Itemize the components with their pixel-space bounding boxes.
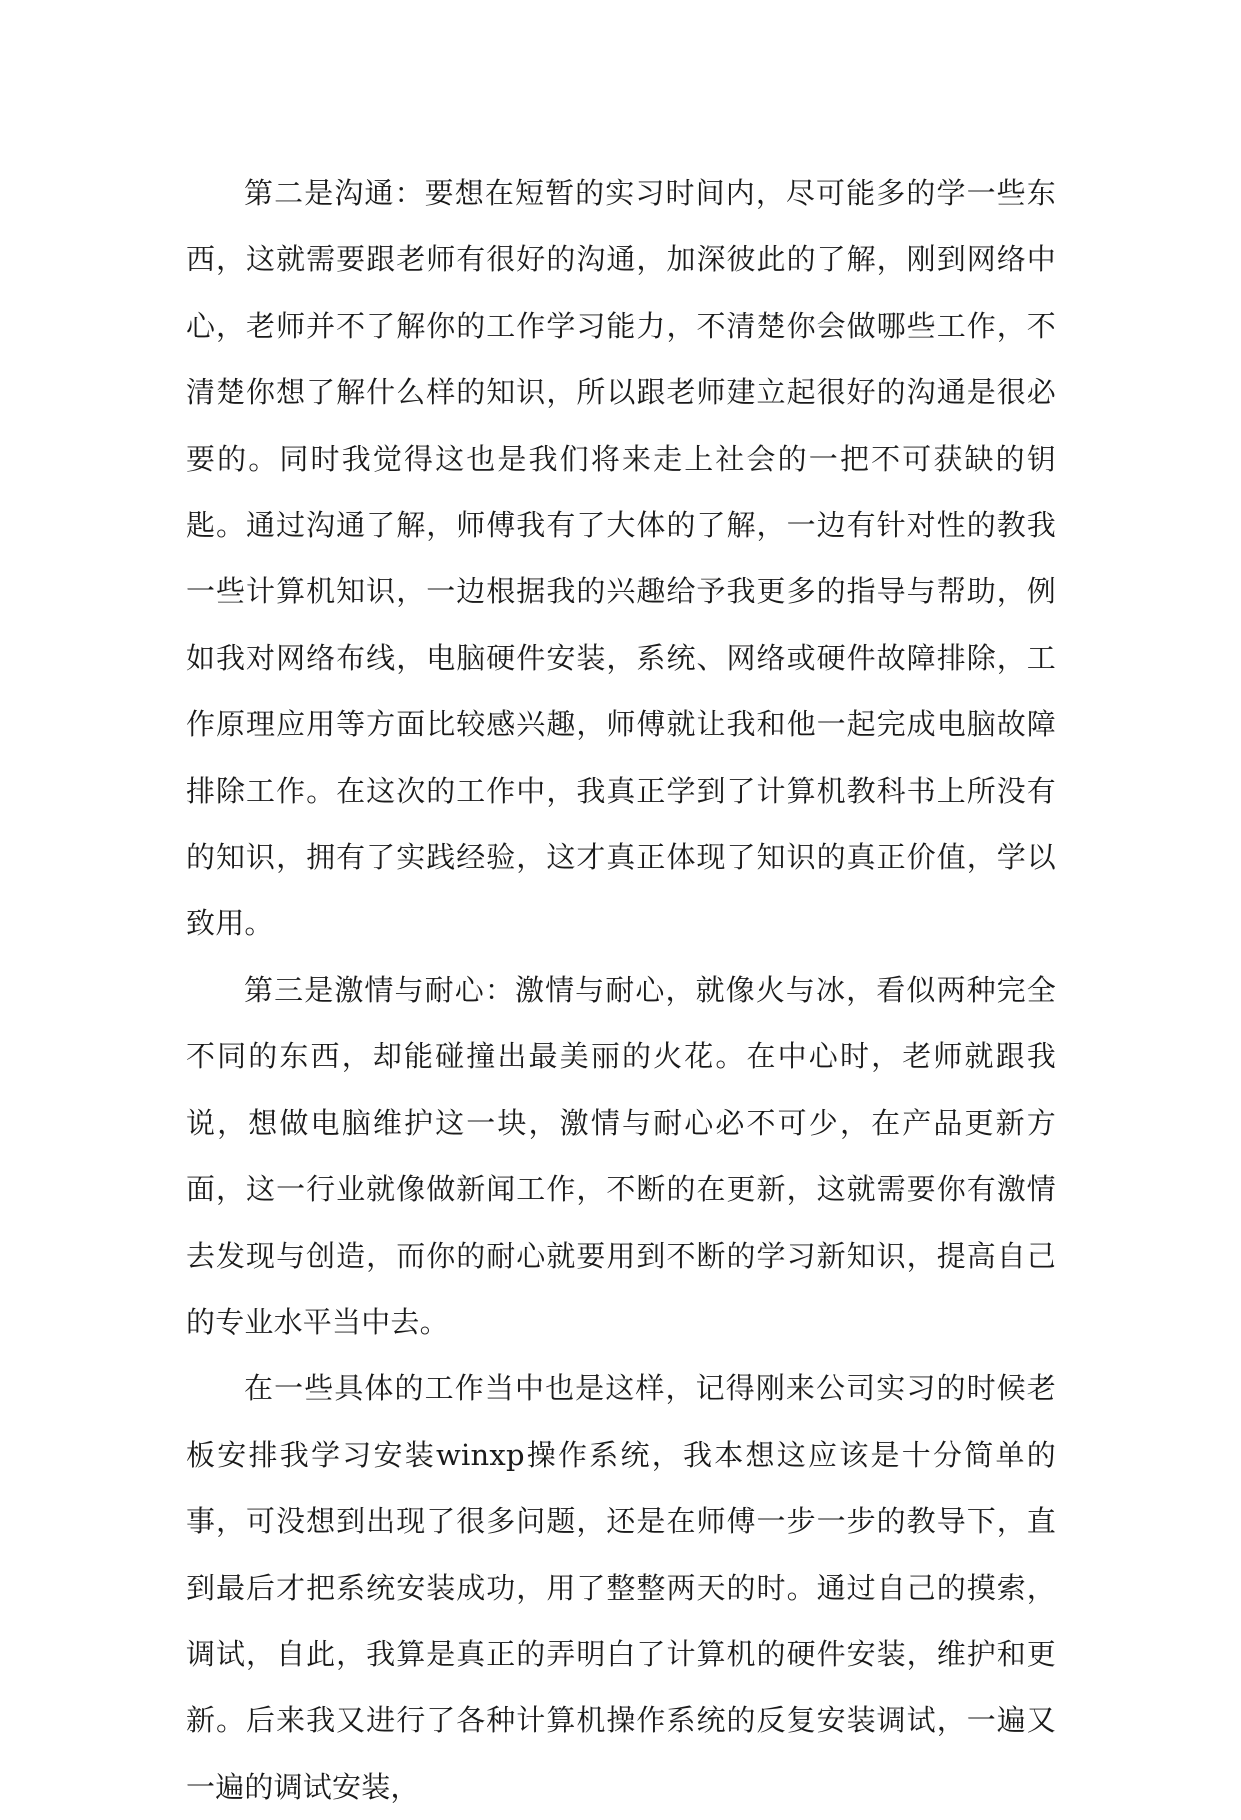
paragraph-communication: 第二是沟通：要想在短暂的实习时间内，尽可能多的学一些东西，这就需要跟老师有很好的沟通，加深彼此的了解，刚到网络中心，老师并不了解你的工作学习能力，不清楚你会做哪些工作，不清楚你想了解什么样的知识，所以跟老师建立起很好的沟通是很必要的。同时我觉得这也是我们将来走上社会的一把不可获缺的钥匙。通过沟通了解，师傅我有了大体的了解，一边有针对性的教我一些计算机知识，一边根据我的兴趣给予我更多的指导与帮助，例如我对网络布线，电脑硬件安装，系统、网络或硬件故障排除，工作原理应用等方面比较感兴趣，师傅就让我和他一起完成电脑故障排除工作。在这次的工作中，我真正学到了计算机教科书上所没有的知识，拥有了实践经验，这才真正体现了知识的真正价值，学以致用。 bbox=[186, 176, 1056, 941]
paragraph-specific-work: 在一些具体的工作当中也是这样，记得刚来公司实习的时候老板安排我学习安装winxp操作系统，我本想这应该是十分简单的事，可没想到出现了很多问题，还是在师傅一步一步的教导下，直到最后才把系统安装成功，用了整整两天的时。通过自己的摸索，调试，自此，我算是真正的弄明白了计算机的硬件安装，维护和更新。后来我又进行了各种计算机操作系统的反复安装调试，一遍又一遍的调试安装， bbox=[186, 1371, 1056, 1804]
document-body bbox=[186, 160, 1056, 1820]
paragraph-passion-patience: 第三是激情与耐心：激情与耐心，就像火与冰，看似两种完全不同的东西，却能碰撞出最美丽的火花。在中心时，老师就跟我说，想做电脑维护这一块，激情与耐心必不可少，在产品更新方面，这一行业就像做新闻工作，不断的在更新，这就需要你有激情去发现与创造，而你的耐心就要用到不断的学习新知识，提高自己的专业水平当中去。 bbox=[186, 972, 1056, 1339]
